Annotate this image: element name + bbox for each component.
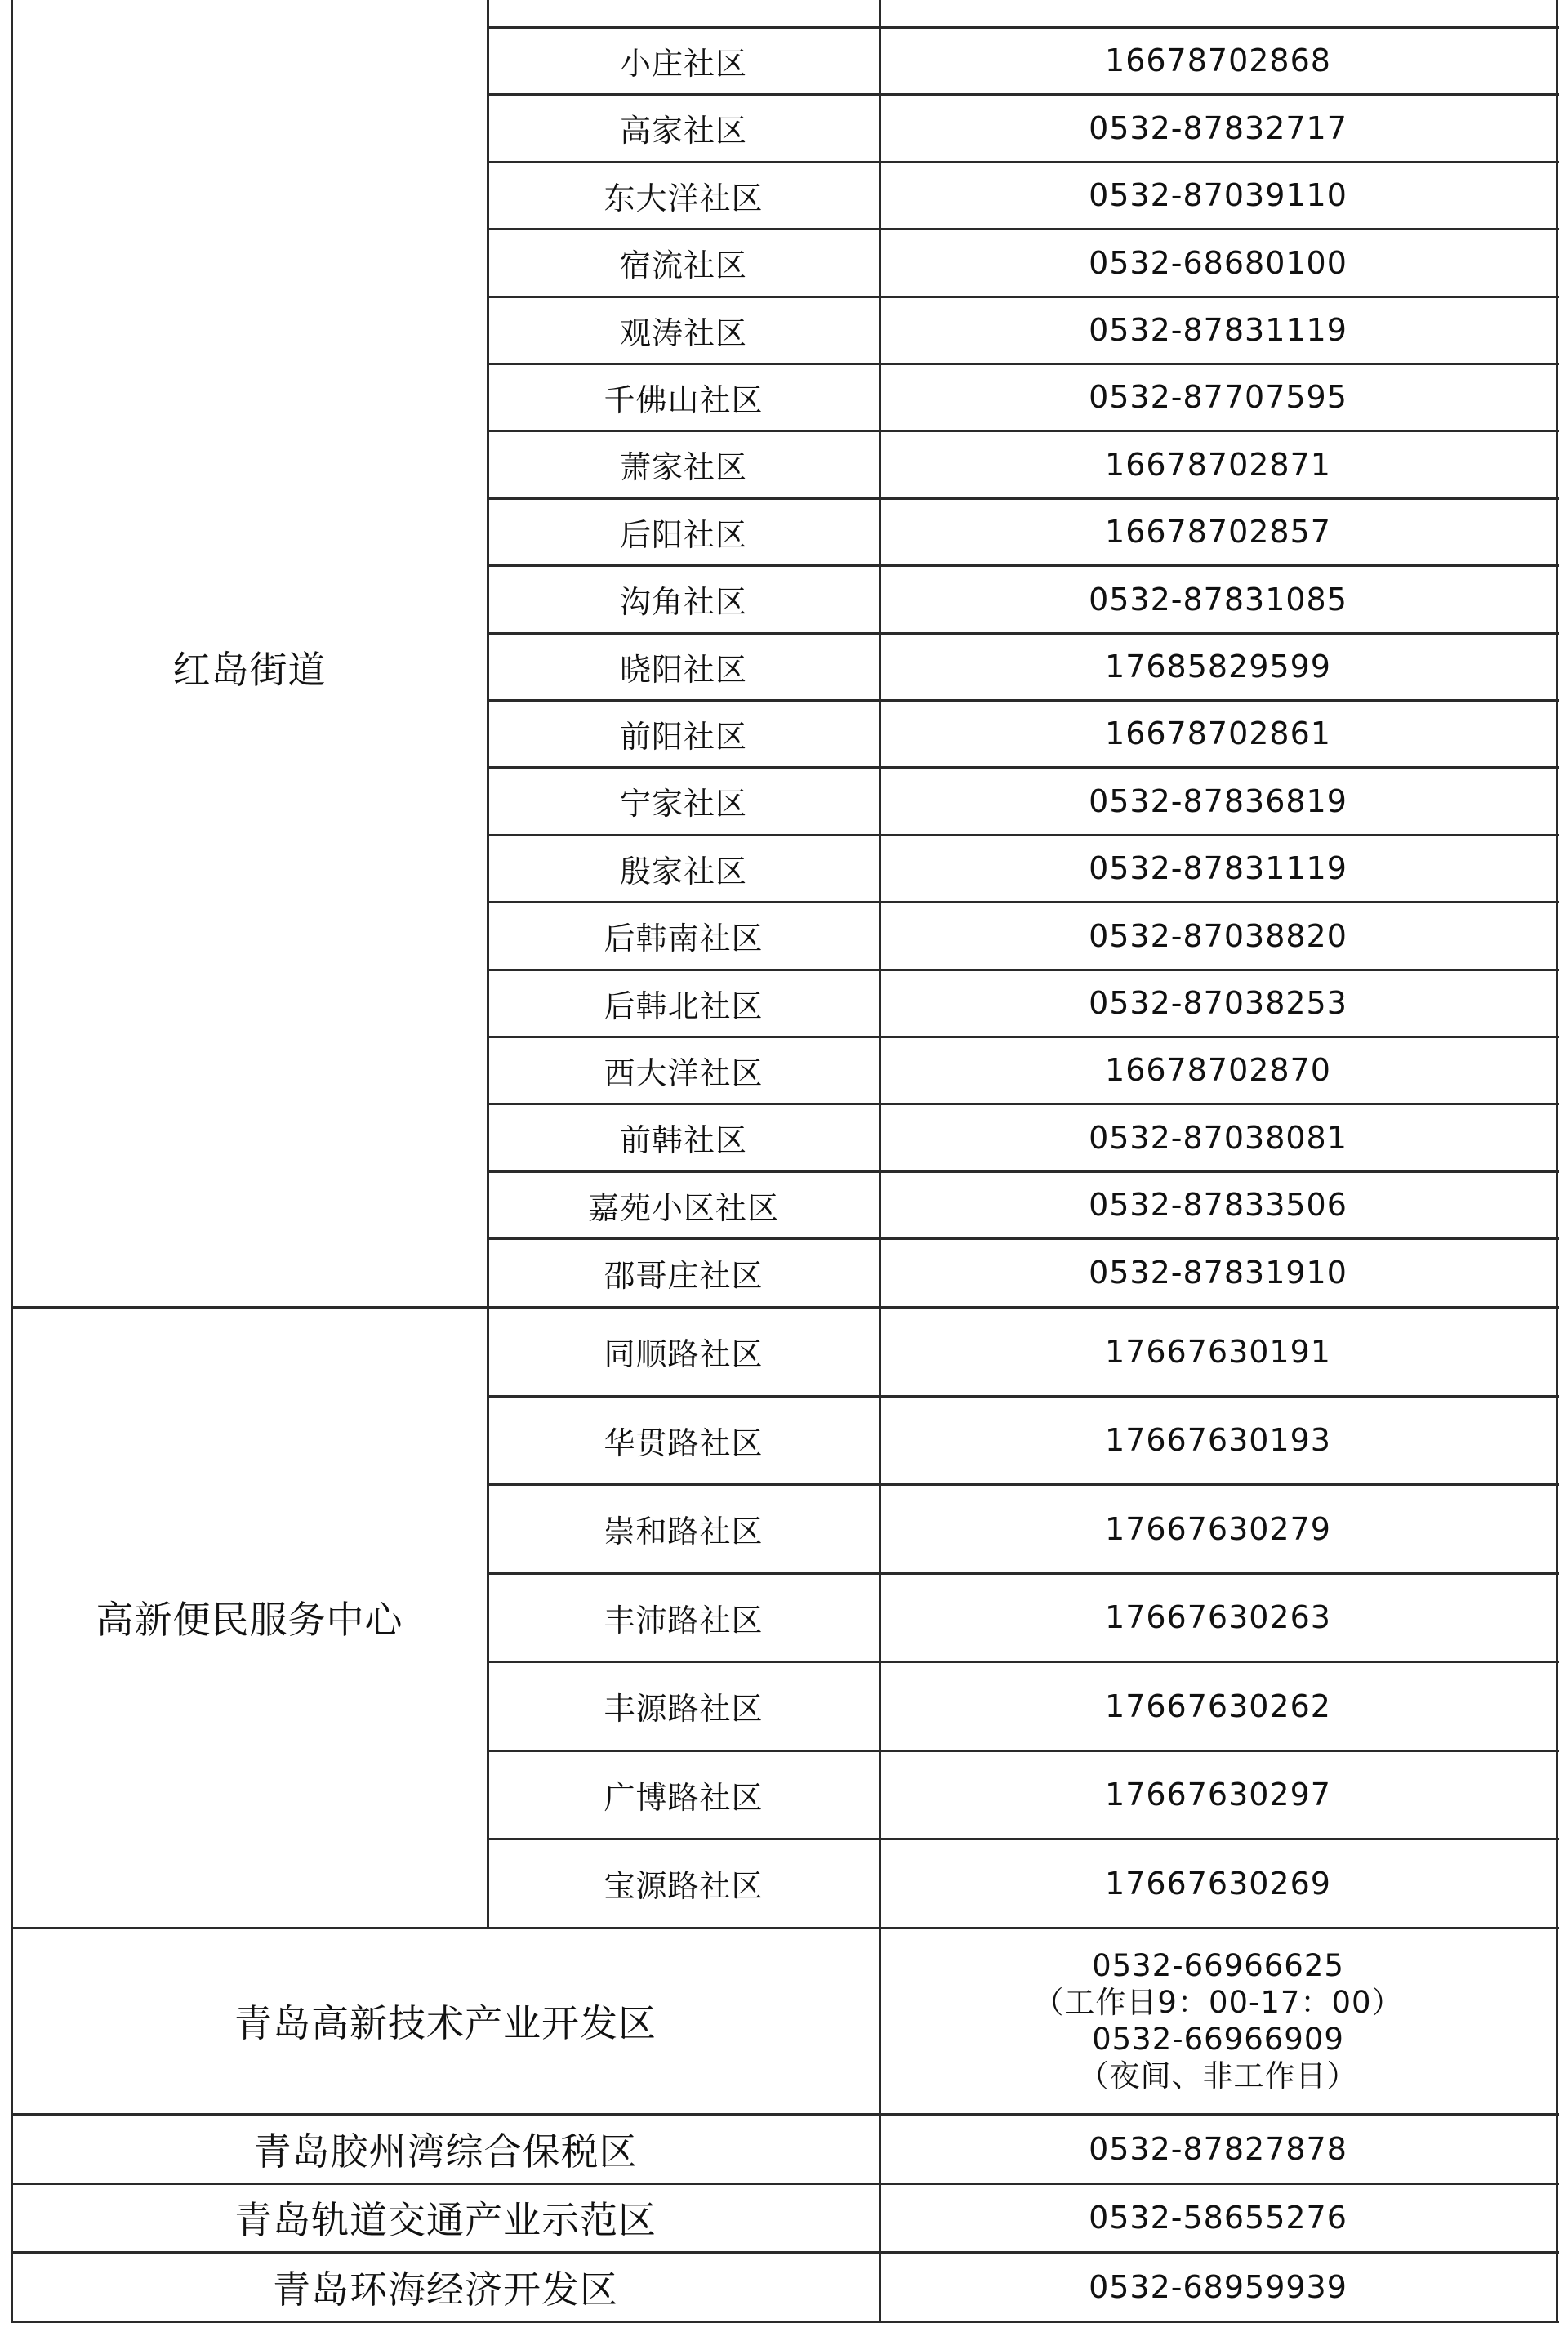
- phone-number: 16678702857: [1105, 514, 1331, 550]
- phone-number: 0532-87038253: [1089, 985, 1348, 1021]
- zone-name: 青岛环海经济开发区: [273, 2267, 618, 2312]
- phone-number: 0532-87038081: [1089, 1119, 1348, 1156]
- community-name: 丰沛路社区: [604, 1602, 764, 1639]
- community-name: 宿流社区: [619, 247, 747, 283]
- community-name: 宝源路社区: [604, 1868, 764, 1904]
- phone-number: 0532-87831119: [1089, 312, 1348, 348]
- community-name: 前阳社区: [619, 718, 747, 755]
- community-name: 晓阳社区: [619, 651, 747, 688]
- row-divider: [488, 161, 1559, 163]
- community-name: 宁家社区: [619, 786, 747, 822]
- community-name: 华贯路社区: [604, 1425, 764, 1461]
- zone-phone-line: （工作日9：00-17：00）: [1033, 1985, 1403, 2020]
- row-divider: [488, 1103, 1559, 1105]
- phone-number: 0532-87038820: [1089, 917, 1348, 954]
- community-name: 萧家社区: [619, 449, 747, 485]
- row-divider: [488, 969, 1559, 971]
- phone-number: 17667630191: [1105, 1333, 1331, 1370]
- street-name: 高新便民服务中心: [96, 1598, 403, 1642]
- row-divider: [11, 1306, 1559, 1309]
- row-divider: [488, 1483, 1559, 1486]
- row-divider: [11, 2183, 1559, 2185]
- row-divider: [488, 1395, 1559, 1398]
- column-divider: [1556, 0, 1558, 2321]
- row-divider: [488, 632, 1559, 635]
- phone-number: 17667630262: [1105, 1688, 1331, 1724]
- row-divider: [488, 296, 1559, 298]
- column-divider: [487, 0, 489, 1928]
- community-name: 沟角社区: [619, 584, 747, 620]
- phone-number: 17667630193: [1105, 1422, 1331, 1458]
- row-divider: [488, 766, 1559, 769]
- phone-number: 0532-87836819: [1089, 783, 1348, 819]
- community-name: 丰源路社区: [604, 1691, 764, 1727]
- zone-phone-line: （夜间、非工作日）: [1078, 2058, 1358, 2093]
- zone-phone: [880, 2183, 1557, 2252]
- phone-number: 16678702870: [1105, 1052, 1331, 1088]
- zone-phone: [880, 1928, 1557, 2114]
- row-divider: [488, 1572, 1559, 1575]
- row-divider: [488, 228, 1559, 230]
- phone-number: 0532-68680100: [1089, 244, 1348, 281]
- row-divider: [11, 1927, 1559, 1929]
- row-divider: [488, 1036, 1559, 1038]
- phone-number: 16678702861: [1105, 716, 1331, 751]
- row-divider: [488, 363, 1559, 365]
- zone-phone: [880, 2252, 1557, 2321]
- community-name: 邵哥庄社区: [604, 1257, 764, 1294]
- phone-number: 16678702868: [1105, 42, 1331, 78]
- zone-phone-line: 0532-68959939: [1089, 2268, 1348, 2305]
- community-name: 小庄社区: [619, 45, 747, 82]
- row-divider: [488, 1838, 1559, 1840]
- row-divider: [488, 564, 1559, 567]
- phone-number: 0532-87707595: [1089, 379, 1348, 415]
- phone-number: 17667630269: [1105, 1865, 1331, 1902]
- community-name: 后韩北社区: [604, 988, 764, 1024]
- row-divider: [488, 430, 1559, 432]
- street-name: 红岛街道: [172, 647, 327, 692]
- row-divider: [488, 497, 1559, 500]
- column-divider: [879, 0, 881, 2321]
- phone-number: 0532-87831910: [1089, 1255, 1348, 1291]
- community-name: 广博路社区: [604, 1779, 764, 1816]
- row-divider: [488, 699, 1559, 702]
- community-name: 后阳社区: [619, 516, 747, 553]
- community-name: 嘉苑小区社区: [587, 1189, 779, 1226]
- zone-name: 青岛高新技术产业开发区: [234, 2001, 657, 2045]
- row-divider: [11, 2113, 1559, 2116]
- phone-number: 17685829599: [1105, 649, 1331, 684]
- row-divider: [488, 901, 1559, 903]
- community-name: 同顺路社区: [604, 1336, 764, 1372]
- phone-number: 17667630263: [1105, 1599, 1331, 1635]
- row-divider: [11, 2321, 1559, 2323]
- zone-phone: [880, 2114, 1557, 2183]
- community-name: 前韩社区: [619, 1122, 747, 1158]
- community-name: 观涛社区: [619, 314, 747, 351]
- row-divider: [488, 1750, 1559, 1752]
- row-divider: [488, 834, 1559, 836]
- row-divider: [488, 1237, 1559, 1240]
- community-name: 千佛山社区: [604, 381, 764, 418]
- community-name: 东大洋社区: [604, 180, 764, 216]
- community-name: 高家社区: [619, 113, 747, 149]
- row-divider: [488, 93, 1559, 96]
- community-name: 殷家社区: [619, 853, 747, 890]
- phone-number: 0532-87833506: [1089, 1187, 1348, 1223]
- zone-phone-line: 0532-58655276: [1089, 2200, 1348, 2236]
- community-name: 崇和路社区: [604, 1514, 764, 1549]
- column-divider: [11, 0, 13, 2321]
- zone-phone-line: 0532-66966909: [1092, 2022, 1344, 2057]
- zone-phone-line: 0532-87827878: [1089, 2130, 1348, 2167]
- phone-number: 0532-87831085: [1089, 581, 1348, 618]
- community-name: 西大洋社区: [604, 1055, 764, 1091]
- community-name: 后韩南社区: [604, 921, 764, 956]
- phone-number: 0532-87039110: [1089, 177, 1348, 213]
- row-divider: [488, 26, 1559, 29]
- phone-number: 16678702871: [1105, 446, 1331, 483]
- phone-number: 0532-87831119: [1089, 850, 1348, 886]
- phone-number: 17667630297: [1105, 1777, 1331, 1813]
- row-divider: [488, 1170, 1559, 1173]
- phone-number: 17667630279: [1105, 1510, 1331, 1547]
- zone-name: 青岛胶州湾综合保税区: [253, 2129, 638, 2174]
- row-divider: [11, 2251, 1559, 2254]
- zone-phone-line: 0532-66966625: [1092, 1948, 1344, 1983]
- zone-name: 青岛轨道交通产业示范区: [234, 2198, 657, 2242]
- phone-number: 0532-87832717: [1089, 109, 1348, 146]
- row-divider: [488, 1661, 1559, 1663]
